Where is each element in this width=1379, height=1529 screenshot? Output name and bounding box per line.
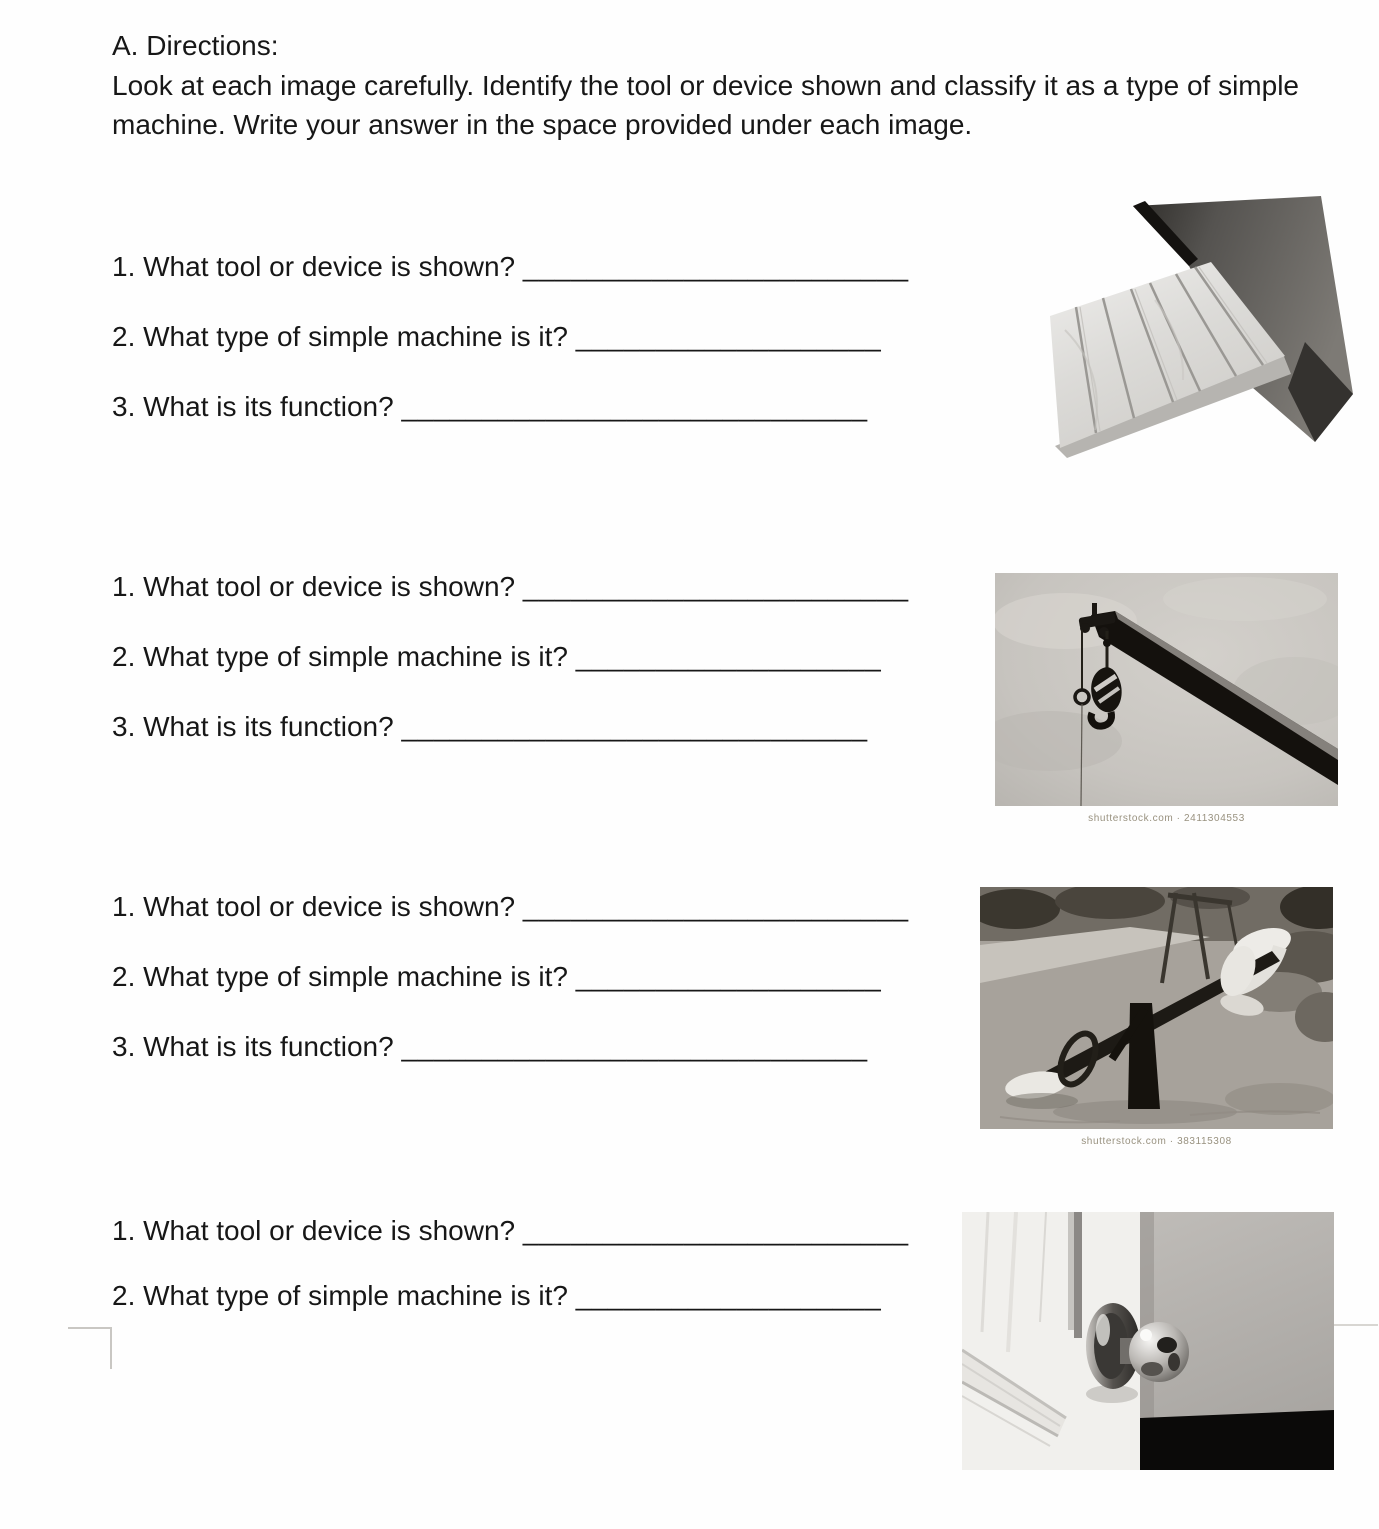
question-row (112, 1276, 909, 1316)
page-margin-edge-line (1334, 1324, 1378, 1326)
answer-blank: ___________________ (575, 641, 882, 672)
answer-blank: ________________________ (522, 891, 909, 922)
question-label: 2. What type of simple machine is it? (112, 321, 568, 352)
question-block-4 (112, 1211, 909, 1341)
question-row (112, 957, 909, 997)
question-label: 2. What type of simple machine is it? (112, 1280, 568, 1311)
question-row (112, 567, 909, 607)
page-margin-corner-marker (68, 1327, 112, 1369)
answer-blank: _____________________________ (401, 711, 868, 742)
question-row (112, 887, 909, 927)
answer-blank: ________________________ (522, 251, 909, 282)
question-block-2 (112, 567, 909, 777)
doorknob-illustration (962, 1212, 1334, 1470)
question-label: 3. What is its function? (112, 391, 394, 422)
question-row (112, 1027, 909, 1067)
question-block-3 (112, 887, 909, 1097)
answer-blank: ________________________ (522, 571, 909, 602)
stock-watermark: shutterstock.com · 383115308 (1081, 1136, 1232, 1147)
question-row (112, 317, 909, 357)
question-label: 2. What type of simple machine is it? (112, 961, 568, 992)
answer-blank: _____________________________ (401, 391, 868, 422)
question-label: 1. What tool or device is shown? (112, 1215, 516, 1246)
crane-illustration (995, 573, 1338, 806)
question-label: 3. What is its function? (112, 711, 394, 742)
question-block-1 (112, 247, 909, 457)
seesaw-photo (980, 887, 1333, 1147)
question-label: 1. What tool or device is shown? (112, 571, 516, 602)
answer-blank: ___________________ (575, 1280, 882, 1311)
question-row (112, 707, 909, 747)
question-label: 1. What tool or device is shown? (112, 891, 516, 922)
question-label: 2. What type of simple machine is it? (112, 641, 568, 672)
question-row (112, 247, 909, 287)
question-row (112, 1211, 909, 1251)
question-label: 3. What is its function? (112, 1031, 394, 1062)
question-row (112, 637, 909, 677)
question-row (112, 387, 909, 427)
directions (112, 26, 1307, 144)
wedge-illustration (1005, 190, 1355, 468)
answer-blank: ________________________ (522, 1215, 909, 1246)
wedge-photo (1005, 190, 1355, 468)
directions-heading: A. Directions: (112, 30, 279, 61)
answer-blank: _____________________________ (401, 1031, 868, 1062)
question-label: 1. What tool or device is shown? (112, 251, 516, 282)
answer-blank: ___________________ (575, 961, 882, 992)
crane-photo (995, 573, 1338, 824)
stock-watermark: shutterstock.com · 2411304553 (1088, 813, 1245, 824)
seesaw-illustration (980, 887, 1333, 1129)
directions-body: Look at each image carefully. Identify the tool or device shown and classify it as a type of simple machine. Write your answer in the space provided under each image. (112, 70, 1299, 140)
doorknob-photo (962, 1212, 1334, 1470)
answer-blank: ___________________ (575, 321, 882, 352)
